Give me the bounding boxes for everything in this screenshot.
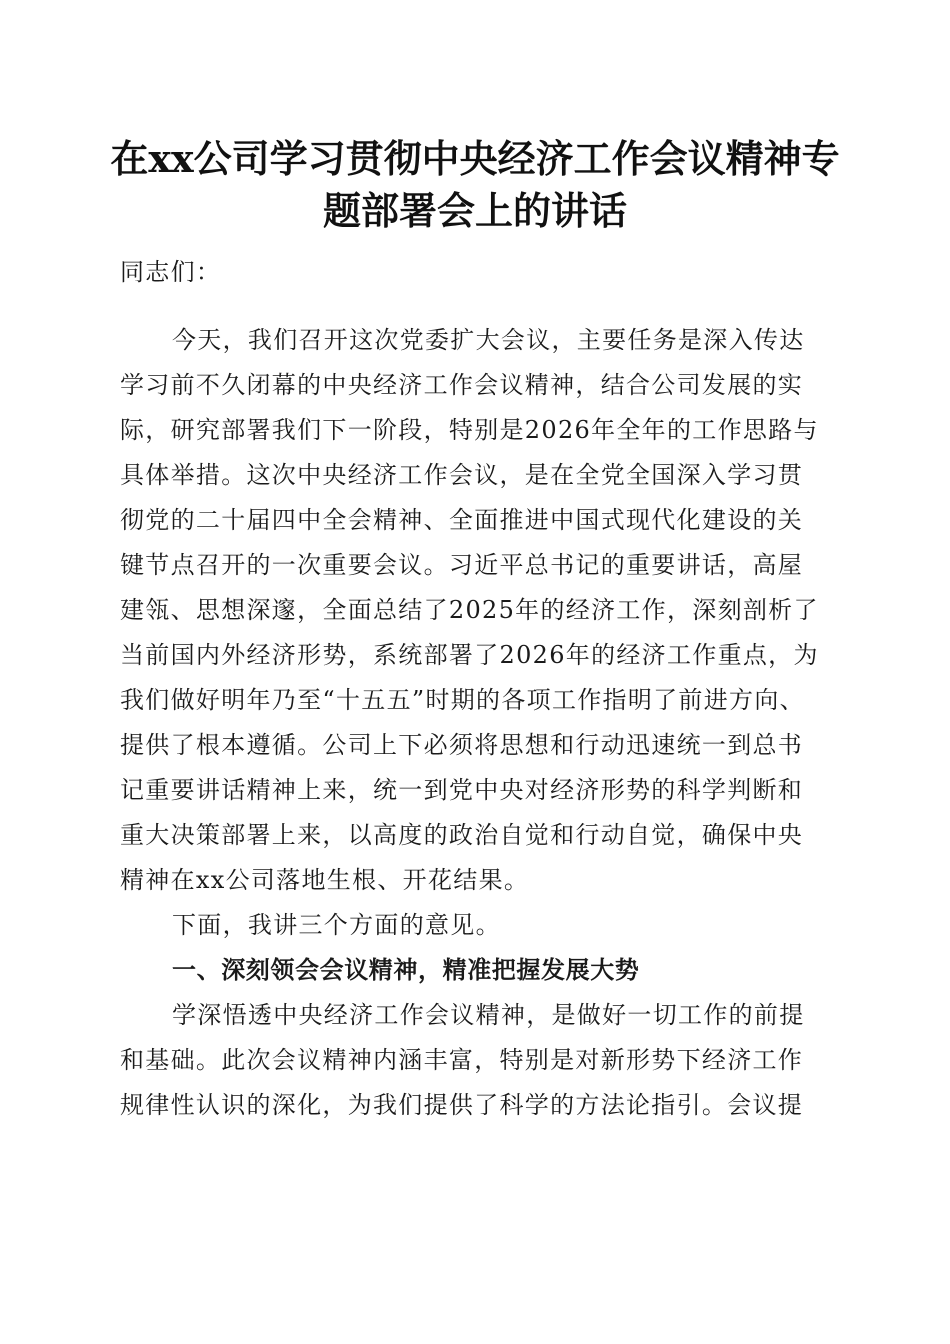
paragraph-line: 彻党的二十届四中全会精神、全面推进中国式现代化建设的关 bbox=[120, 506, 804, 534]
paragraph-line: 键节点召开的一次重要会议。习近平总书记的重要讲话，高屋 bbox=[120, 551, 804, 579]
paragraph-line: 具体举措。这次中央经济工作会议，是在全党全国深入学习贯 bbox=[120, 461, 804, 489]
paragraph-line: 建瓴、思想深邃，全面总结了2025年的经济工作，深刻剖析了 bbox=[120, 596, 819, 624]
paragraph-line: 学习前不久闭幕的中央经济工作会议精神，结合公司发展的实 bbox=[120, 371, 804, 399]
document-title-line-1: 在xx公司学习贯彻中央经济工作会议精神专 bbox=[110, 136, 840, 181]
paragraph-line: 我们做好明年乃至“十五五”时期的各项工作指明了前进方向、 bbox=[120, 686, 805, 714]
paragraph-line: 记重要讲话精神上来，统一到党中央对经济形势的科学判断和 bbox=[120, 776, 804, 804]
paragraph-line: 规律性认识的深化，为我们提供了科学的方法论指引。会议提 bbox=[120, 1091, 804, 1119]
paragraph-line: 提供了根本遵循。公司上下必须将思想和行动迅速统一到总书 bbox=[120, 731, 804, 759]
paragraph-line: 精神在xx公司落地生根、开花结果。 bbox=[120, 866, 530, 894]
greeting: 同志们： bbox=[120, 258, 222, 286]
paragraph-line: 下面，我讲三个方面的意见。 bbox=[172, 911, 501, 939]
paragraph-line: 当前国内外经济形势，系统部署了2026年的经济工作重点，为 bbox=[120, 641, 819, 669]
paragraph-line: 今天，我们召开这次党委扩大会议，主要任务是深入传达 bbox=[172, 326, 805, 354]
section-heading: 一、深刻领会会议精神，精准把握发展大势 bbox=[172, 956, 640, 984]
paragraph-line: 际，研究部署我们下一阶段，特别是2026年全年的工作思路与 bbox=[120, 416, 819, 444]
paragraph-line: 学深悟透中央经济工作会议精神，是做好一切工作的前提 bbox=[172, 1001, 805, 1029]
paragraph-line: 和基础。此次会议精神内涵丰富，特别是对新形势下经济工作 bbox=[120, 1046, 804, 1074]
document-title-line-2: 题部署会上的讲话 bbox=[322, 188, 627, 233]
paragraph-line: 重大决策部署上来，以高度的政治自觉和行动自觉，确保中央 bbox=[120, 821, 804, 849]
